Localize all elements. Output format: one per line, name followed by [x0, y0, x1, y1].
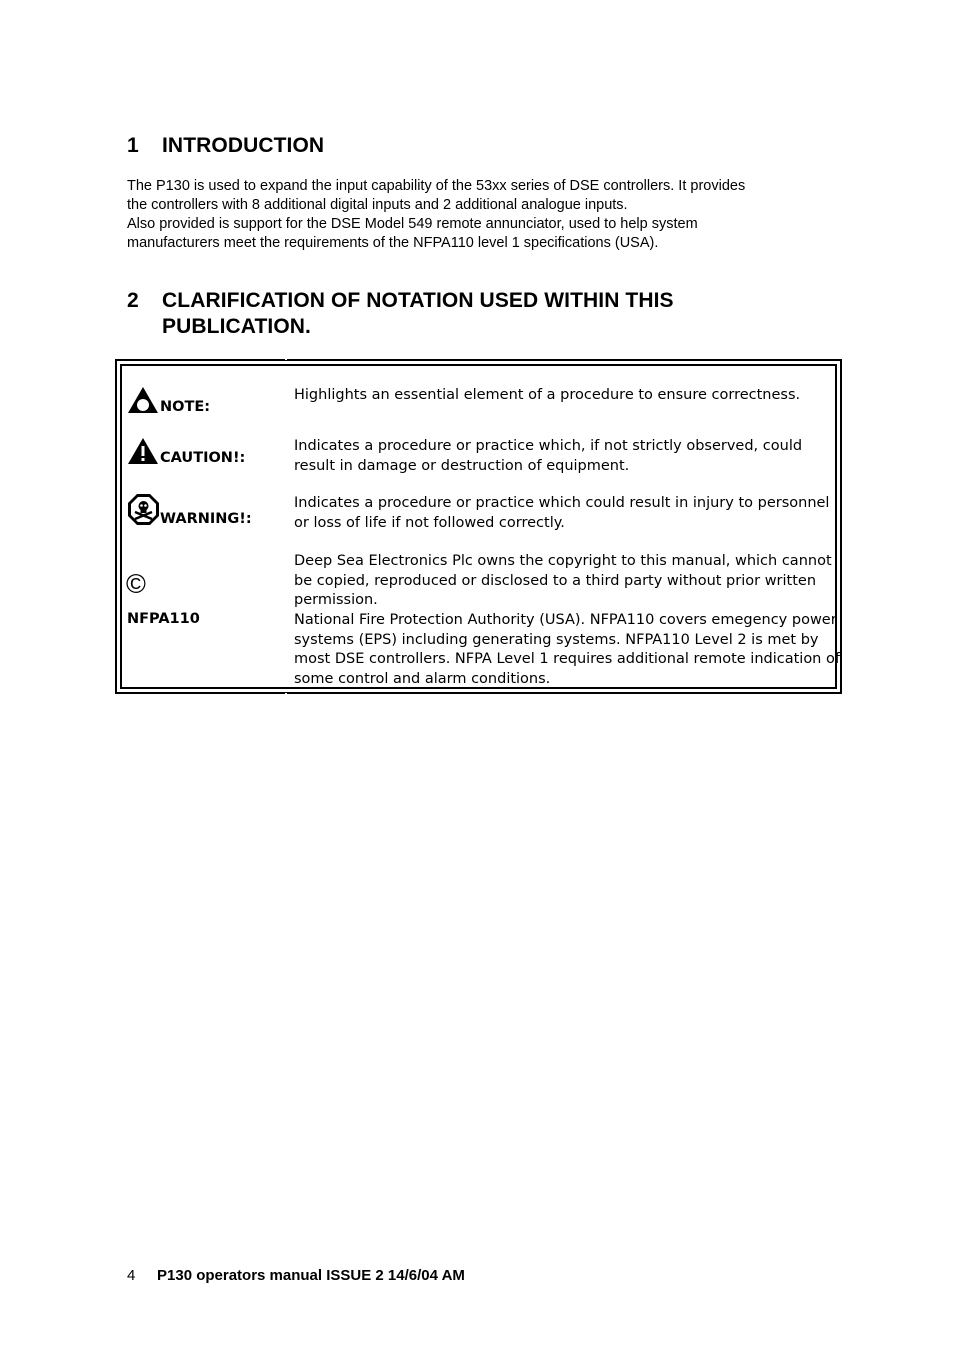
nfpa110-label: NFPA110	[127, 611, 200, 627]
page-number: 4	[127, 1267, 136, 1284]
paragraph-line: Also provided is support for the DSE Model 549 remote annunciator, used to help system	[127, 216, 698, 232]
note-label: NOTE:	[160, 399, 211, 415]
description-line: result in damage or destruction of equipment.	[294, 457, 630, 474]
section-title-line: CLARIFICATION OF NOTATION USED WITHIN THIS	[162, 289, 674, 312]
section-title-line: PUBLICATION.	[162, 315, 311, 338]
paragraph-line: manufacturers meet the requirements of the NFPA110 level 1 specifications (USA).	[127, 235, 659, 251]
paragraph-line: The P130 is used to expand the input capability of the 53xx series of DSE controllers. It provides	[127, 178, 746, 194]
section-number: 1	[127, 134, 139, 157]
copyright-icon: ©	[126, 569, 146, 599]
footer-text: P130 operators manual ISSUE 2 14/6/04 AM	[157, 1267, 465, 1284]
section-title: INTRODUCTION	[162, 134, 325, 157]
description-line: Deep Sea Electronics Plc owns the copyright to this manual, which cannot	[294, 553, 832, 569]
description-line: permission.	[294, 592, 378, 608]
warning-label: WARNING!:	[160, 511, 252, 527]
caution-exclamation-icon	[127, 437, 159, 465]
description-line: be copied, reproduced or disclosed to a third party without prior written	[294, 572, 817, 589]
warning-description	[294, 494, 834, 533]
nfpa110-description	[294, 611, 840, 689]
paragraph-line: the controllers with 8 additional digital inputs and 2 additional analogue inputs.	[127, 197, 628, 213]
description-line: Highlights an essential element of a procedure to ensure correctness.	[294, 387, 801, 403]
note-triangle-icon	[127, 386, 159, 414]
column-divider-gap	[285, 693, 287, 698]
description-line: or loss of life if not followed correctly.	[294, 514, 565, 531]
description-line: systems (EPS) including generating systems. NFPA110 Level 2 is met by	[294, 631, 819, 648]
caution-label: CAUTION!:	[160, 450, 246, 466]
caution-description	[294, 437, 834, 476]
copyright-description	[294, 552, 834, 611]
note-description	[294, 386, 834, 406]
description-line: some control and alarm conditions.	[294, 670, 551, 687]
description-line: most DSE controllers. NFPA Level 1 requires additional remote indication of	[294, 651, 840, 667]
description-line: Indicates a procedure or practice which could result in injury to personnel	[294, 495, 830, 511]
warning-skull-icon	[127, 493, 160, 526]
section-number: 2	[127, 289, 139, 312]
description-line: Indicates a procedure or practice which, if not strictly observed, could	[294, 438, 803, 454]
column-divider-gap	[285, 355, 287, 360]
intro-paragraph	[127, 177, 827, 253]
description-line: National Fire Protection Authority (USA). NFPA110 covers emegency power	[294, 612, 837, 628]
